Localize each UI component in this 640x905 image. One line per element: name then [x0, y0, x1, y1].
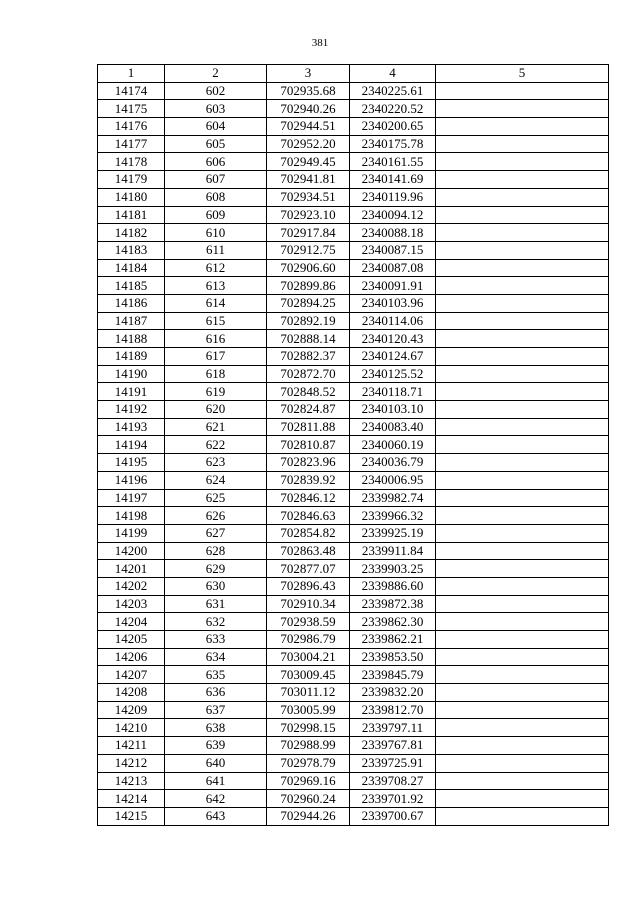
table-cell-col-5 — [436, 277, 609, 295]
table-cell-col-1: 14174 — [98, 82, 165, 100]
table-cell-col-2: 642 — [165, 790, 267, 808]
table-cell-col-3: 702896.43 — [267, 577, 350, 595]
column-header-2: 2 — [165, 65, 267, 83]
table-row — [98, 82, 609, 100]
table-cell-col-2: 611 — [165, 241, 267, 259]
table-row — [98, 471, 609, 489]
table-cell-col-5 — [436, 135, 609, 153]
table-row — [98, 754, 609, 772]
table-cell-col-1: 14181 — [98, 206, 165, 224]
table-cell-col-3: 702823.96 — [267, 454, 350, 472]
table-cell-col-1: 14190 — [98, 365, 165, 383]
table-row — [98, 489, 609, 507]
table-cell-col-1: 14208 — [98, 684, 165, 702]
table-cell-col-5 — [436, 489, 609, 507]
table-cell-col-2: 602 — [165, 82, 267, 100]
table-cell-col-5 — [436, 171, 609, 189]
table-cell-col-2: 614 — [165, 294, 267, 312]
table-cell-col-1: 14188 — [98, 330, 165, 348]
table-cell-col-2: 622 — [165, 436, 267, 454]
table-cell-col-4: 2340094.12 — [350, 206, 436, 224]
table-row — [98, 613, 609, 631]
table-row — [98, 135, 609, 153]
table-cell-col-2: 606 — [165, 153, 267, 171]
table-cell-col-1: 14203 — [98, 595, 165, 613]
table-cell-col-4: 2339872.38 — [350, 595, 436, 613]
table-cell-col-3: 702917.84 — [267, 224, 350, 242]
table-cell-col-2: 632 — [165, 613, 267, 631]
table-cell-col-5 — [436, 348, 609, 366]
table-cell-col-1: 14187 — [98, 312, 165, 330]
table-row — [98, 365, 609, 383]
table-cell-col-5 — [436, 613, 609, 631]
table-row — [98, 701, 609, 719]
table-cell-col-5 — [436, 737, 609, 755]
column-header-1: 1 — [98, 65, 165, 83]
table-cell-col-1: 14197 — [98, 489, 165, 507]
table-cell-col-5 — [436, 754, 609, 772]
table-cell-col-5 — [436, 365, 609, 383]
table-cell-col-1: 14212 — [98, 754, 165, 772]
table-cell-col-4: 2339886.60 — [350, 577, 436, 595]
table-cell-col-3: 702944.51 — [267, 118, 350, 136]
table-cell-col-1: 14201 — [98, 560, 165, 578]
table-cell-col-3: 702810.87 — [267, 436, 350, 454]
table-cell-col-4: 2340060.19 — [350, 436, 436, 454]
table-cell-col-2: 638 — [165, 719, 267, 737]
table-cell-col-4: 2340119.96 — [350, 188, 436, 206]
table-cell-col-4: 2339853.50 — [350, 648, 436, 666]
table-row — [98, 118, 609, 136]
table-cell-col-5 — [436, 224, 609, 242]
table-cell-col-5 — [436, 188, 609, 206]
table-cell-col-3: 702952.20 — [267, 135, 350, 153]
table-cell-col-1: 14198 — [98, 507, 165, 525]
table-cell-col-5 — [436, 577, 609, 595]
table-row — [98, 153, 609, 171]
table-cell-col-5 — [436, 648, 609, 666]
table-cell-col-5 — [436, 471, 609, 489]
table-cell-col-1: 14193 — [98, 418, 165, 436]
table-cell-col-5 — [436, 100, 609, 118]
table-row — [98, 648, 609, 666]
table-cell-col-4: 2339966.32 — [350, 507, 436, 525]
table-cell-col-5 — [436, 330, 609, 348]
table-cell-col-4: 2339708.27 — [350, 772, 436, 790]
table-cell-col-5 — [436, 595, 609, 613]
table-cell-col-5 — [436, 560, 609, 578]
table-cell-col-5 — [436, 790, 609, 808]
table-cell-col-4: 2340103.10 — [350, 401, 436, 419]
page-number: 381 — [311, 37, 329, 49]
table-cell-col-3: 702877.07 — [267, 560, 350, 578]
table-cell-col-5 — [436, 153, 609, 171]
table-cell-col-5 — [436, 807, 609, 825]
table-cell-col-1: 14215 — [98, 807, 165, 825]
table-cell-col-4: 2340141.69 — [350, 171, 436, 189]
table-cell-col-3: 702998.15 — [267, 719, 350, 737]
table-row — [98, 807, 609, 825]
table-cell-col-4: 2339862.30 — [350, 613, 436, 631]
table-cell-col-5 — [436, 524, 609, 542]
table-cell-col-5 — [436, 684, 609, 702]
table-row — [98, 383, 609, 401]
table-cell-col-4: 2339982.74 — [350, 489, 436, 507]
table-cell-col-5 — [436, 82, 609, 100]
table-cell-col-1: 14196 — [98, 471, 165, 489]
table-cell-col-4: 2340036.79 — [350, 454, 436, 472]
table-cell-col-1: 14178 — [98, 153, 165, 171]
table-cell-col-2: 621 — [165, 418, 267, 436]
table-cell-col-3: 702906.60 — [267, 259, 350, 277]
table-cell-col-2: 610 — [165, 224, 267, 242]
table-cell-col-1: 14192 — [98, 401, 165, 419]
table-cell-col-4: 2339797.11 — [350, 719, 436, 737]
table-cell-col-1: 14183 — [98, 241, 165, 259]
table-row — [98, 294, 609, 312]
table-cell-col-3: 702824.87 — [267, 401, 350, 419]
table-cell-col-3: 702949.45 — [267, 153, 350, 171]
table-cell-col-1: 14211 — [98, 737, 165, 755]
table-cell-col-5 — [436, 631, 609, 649]
table-row — [98, 684, 609, 702]
table-cell-col-3: 702899.86 — [267, 277, 350, 295]
table-cell-col-1: 14177 — [98, 135, 165, 153]
table-cell-col-4: 2340225.61 — [350, 82, 436, 100]
table-cell-col-2: 635 — [165, 666, 267, 684]
table-cell-col-3: 702988.99 — [267, 737, 350, 755]
table-row — [98, 436, 609, 454]
table-row — [98, 666, 609, 684]
table-cell-col-2: 625 — [165, 489, 267, 507]
table-cell-col-1: 14176 — [98, 118, 165, 136]
table-cell-col-3: 702960.24 — [267, 790, 350, 808]
table-cell-col-2: 637 — [165, 701, 267, 719]
table-cell-col-1: 14199 — [98, 524, 165, 542]
table-cell-col-3: 702934.51 — [267, 188, 350, 206]
table-cell-col-1: 14182 — [98, 224, 165, 242]
table-cell-col-2: 604 — [165, 118, 267, 136]
table-cell-col-1: 14209 — [98, 701, 165, 719]
table-cell-col-3: 702863.48 — [267, 542, 350, 560]
column-header-5: 5 — [436, 65, 609, 83]
table-cell-col-3: 702938.59 — [267, 613, 350, 631]
table-cell-col-3: 702846.63 — [267, 507, 350, 525]
table-cell-col-4: 2339767.81 — [350, 737, 436, 755]
table-row — [98, 100, 609, 118]
table-cell-col-2: 630 — [165, 577, 267, 595]
table-cell-col-4: 2339911.84 — [350, 542, 436, 560]
table-cell-col-4: 2340091.91 — [350, 277, 436, 295]
table-row — [98, 224, 609, 242]
table-cell-col-1: 14191 — [98, 383, 165, 401]
table-cell-col-3: 702882.37 — [267, 348, 350, 366]
table-cell-col-1: 14195 — [98, 454, 165, 472]
table-cell-col-4: 2340118.71 — [350, 383, 436, 401]
table-cell-col-5 — [436, 719, 609, 737]
table-cell-col-1: 14186 — [98, 294, 165, 312]
table-cell-col-1: 14205 — [98, 631, 165, 649]
table-row — [98, 206, 609, 224]
table-cell-col-2: 617 — [165, 348, 267, 366]
table-cell-col-5 — [436, 294, 609, 312]
table-cell-col-1: 14194 — [98, 436, 165, 454]
table-cell-col-5 — [436, 772, 609, 790]
table-cell-col-4: 2339700.67 — [350, 807, 436, 825]
column-header-3: 3 — [267, 65, 350, 83]
table-cell-col-2: 643 — [165, 807, 267, 825]
table-cell-col-3: 702941.81 — [267, 171, 350, 189]
table-cell-col-4: 2340087.08 — [350, 259, 436, 277]
table-cell-col-2: 623 — [165, 454, 267, 472]
table-cell-col-1: 14175 — [98, 100, 165, 118]
table-cell-col-5 — [436, 436, 609, 454]
table-cell-col-1: 14184 — [98, 259, 165, 277]
table-cell-col-4: 2340161.55 — [350, 153, 436, 171]
table-cell-col-3: 702986.79 — [267, 631, 350, 649]
table-cell-col-3: 702940.26 — [267, 100, 350, 118]
table-cell-col-2: 615 — [165, 312, 267, 330]
table-row — [98, 507, 609, 525]
table-cell-col-5 — [436, 206, 609, 224]
table-row — [98, 631, 609, 649]
table-cell-col-1: 14207 — [98, 666, 165, 684]
table-cell-col-2: 613 — [165, 277, 267, 295]
table-cell-col-3: 702978.79 — [267, 754, 350, 772]
table-row — [98, 772, 609, 790]
table-cell-col-5 — [436, 383, 609, 401]
table-cell-col-5 — [436, 241, 609, 259]
table-cell-col-4: 2339862.21 — [350, 631, 436, 649]
table-cell-col-1: 14210 — [98, 719, 165, 737]
table-cell-col-2: 612 — [165, 259, 267, 277]
table-cell-col-5 — [436, 507, 609, 525]
table-cell-col-2: 603 — [165, 100, 267, 118]
table-cell-col-3: 703011.12 — [267, 684, 350, 702]
table-row — [98, 188, 609, 206]
table-cell-col-5 — [436, 418, 609, 436]
table-cell-col-5 — [436, 666, 609, 684]
table-cell-col-4: 2340124.67 — [350, 348, 436, 366]
table-cell-col-1: 14189 — [98, 348, 165, 366]
table-cell-col-4: 2339845.79 — [350, 666, 436, 684]
table-row — [98, 454, 609, 472]
table-cell-col-1: 14213 — [98, 772, 165, 790]
table-cell-col-1: 14214 — [98, 790, 165, 808]
table-cell-col-3: 702892.19 — [267, 312, 350, 330]
table-cell-col-4: 2340006.95 — [350, 471, 436, 489]
column-header-4: 4 — [350, 65, 436, 83]
table-row — [98, 524, 609, 542]
table-cell-col-4: 2340220.52 — [350, 100, 436, 118]
table-row — [98, 790, 609, 808]
table-cell-col-2: 608 — [165, 188, 267, 206]
table-cell-col-3: 702846.12 — [267, 489, 350, 507]
table-cell-col-3: 702923.10 — [267, 206, 350, 224]
table-cell-col-2: 619 — [165, 383, 267, 401]
table-cell-col-2: 609 — [165, 206, 267, 224]
table-row — [98, 418, 609, 436]
table-cell-col-1: 14180 — [98, 188, 165, 206]
table-cell-col-5 — [436, 312, 609, 330]
table-cell-col-5 — [436, 454, 609, 472]
table-cell-col-5 — [436, 118, 609, 136]
table-cell-col-1: 14202 — [98, 577, 165, 595]
table-cell-col-5 — [436, 701, 609, 719]
table-body — [98, 82, 609, 825]
table-cell-col-2: 631 — [165, 595, 267, 613]
table-cell-col-3: 703009.45 — [267, 666, 350, 684]
table-row — [98, 577, 609, 595]
table-cell-col-4: 2339903.25 — [350, 560, 436, 578]
table-cell-col-4: 2340083.40 — [350, 418, 436, 436]
table-cell-col-4: 2340088.18 — [350, 224, 436, 242]
table-row — [98, 560, 609, 578]
table-cell-col-5 — [436, 401, 609, 419]
table-cell-col-1: 14200 — [98, 542, 165, 560]
table-cell-col-2: 616 — [165, 330, 267, 348]
table-cell-col-2: 626 — [165, 507, 267, 525]
table-cell-col-4: 2339701.92 — [350, 790, 436, 808]
table-cell-col-2: 634 — [165, 648, 267, 666]
table-row — [98, 259, 609, 277]
table-cell-col-2: 639 — [165, 737, 267, 755]
table-cell-col-3: 702888.14 — [267, 330, 350, 348]
table-cell-col-3: 702969.16 — [267, 772, 350, 790]
table-cell-col-4: 2339725.91 — [350, 754, 436, 772]
table-cell-col-3: 702848.52 — [267, 383, 350, 401]
table-cell-col-4: 2340114.06 — [350, 312, 436, 330]
table-cell-col-5 — [436, 259, 609, 277]
table-row — [98, 312, 609, 330]
table-cell-col-3: 702910.34 — [267, 595, 350, 613]
table-cell-col-2: 641 — [165, 772, 267, 790]
table-cell-col-3: 702935.68 — [267, 82, 350, 100]
table-cell-col-3: 702894.25 — [267, 294, 350, 312]
table-row — [98, 241, 609, 259]
table-cell-col-2: 624 — [165, 471, 267, 489]
table-row — [98, 737, 609, 755]
table-row — [98, 348, 609, 366]
table-cell-col-4: 2340087.15 — [350, 241, 436, 259]
table-cell-col-4: 2340175.78 — [350, 135, 436, 153]
table-cell-col-3: 702944.26 — [267, 807, 350, 825]
table-cell-col-2: 607 — [165, 171, 267, 189]
table-cell-col-3: 702854.82 — [267, 524, 350, 542]
table-header-row — [98, 65, 609, 83]
table-cell-col-1: 14185 — [98, 277, 165, 295]
table-row — [98, 401, 609, 419]
table-cell-col-1: 14206 — [98, 648, 165, 666]
table-cell-col-2: 629 — [165, 560, 267, 578]
table-cell-col-2: 605 — [165, 135, 267, 153]
table-cell-col-4: 2340120.43 — [350, 330, 436, 348]
table-cell-col-4: 2339832.20 — [350, 684, 436, 702]
table-cell-col-4: 2340103.96 — [350, 294, 436, 312]
table-cell-col-4: 2340200.65 — [350, 118, 436, 136]
table-cell-col-5 — [436, 542, 609, 560]
table-row — [98, 277, 609, 295]
table-cell-col-3: 703004.21 — [267, 648, 350, 666]
table-cell-col-1: 14204 — [98, 613, 165, 631]
table-row — [98, 171, 609, 189]
table-cell-col-4: 2339812.70 — [350, 701, 436, 719]
table-cell-col-2: 627 — [165, 524, 267, 542]
table-cell-col-1: 14179 — [98, 171, 165, 189]
table-cell-col-3: 702912.75 — [267, 241, 350, 259]
table-cell-col-2: 640 — [165, 754, 267, 772]
table-cell-col-3: 703005.99 — [267, 701, 350, 719]
table-cell-col-3: 702839.92 — [267, 471, 350, 489]
table-cell-col-2: 633 — [165, 631, 267, 649]
table-cell-col-3: 702872.70 — [267, 365, 350, 383]
table-cell-col-2: 636 — [165, 684, 267, 702]
table-row — [98, 719, 609, 737]
table-cell-col-2: 618 — [165, 365, 267, 383]
table-cell-col-4: 2339925.19 — [350, 524, 436, 542]
table-row — [98, 330, 609, 348]
table-cell-col-2: 620 — [165, 401, 267, 419]
table-cell-col-2: 628 — [165, 542, 267, 560]
table-cell-col-4: 2340125.52 — [350, 365, 436, 383]
table-cell-col-3: 702811.88 — [267, 418, 350, 436]
table-row — [98, 595, 609, 613]
coordinates-table — [97, 64, 609, 826]
table-row — [98, 542, 609, 560]
